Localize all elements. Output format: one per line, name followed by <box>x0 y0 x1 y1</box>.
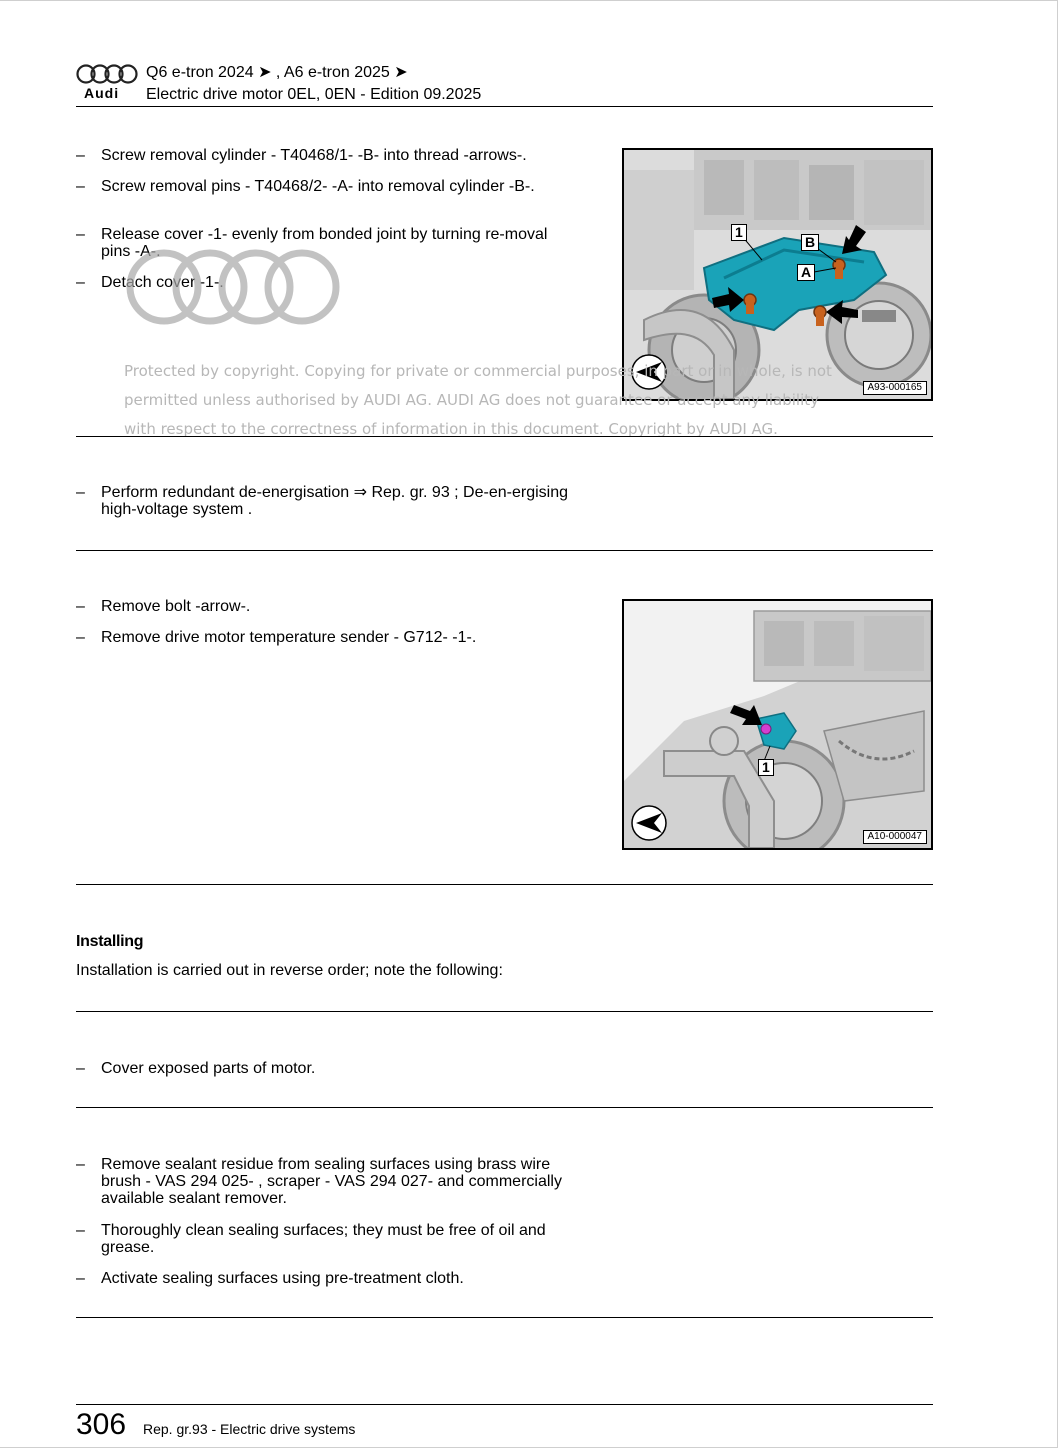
figure-label-1: 1 <box>758 759 774 776</box>
section-rule <box>76 1011 933 1012</box>
section-rule <box>76 436 933 437</box>
footer-rule <box>76 1404 933 1405</box>
temperature-sender-illustration <box>624 601 931 848</box>
audi-wordmark: Audi <box>84 85 120 101</box>
installing-heading: Installing <box>76 933 144 950</box>
audi-logo <box>76 62 138 102</box>
audi-rings-icon <box>76 62 138 86</box>
installing-intro: Installation is carried out in reverse order; note the following: <box>76 962 503 979</box>
figure-label-b: B <box>801 234 819 251</box>
section-rule <box>76 550 933 551</box>
watermark-rings-icon <box>122 245 352 329</box>
footer-chapter: Rep. gr.93 - Electric drive systems <box>143 1421 356 1437</box>
figure-temperature-sender <box>622 599 933 850</box>
figure-code: A93-000165 <box>863 381 928 395</box>
section-rule <box>76 884 933 885</box>
page-number: 306 <box>76 1408 127 1441</box>
header-model-line: Q6 e-tron 2024 ➤ , A6 e-tron 2025 ➤ <box>146 64 408 81</box>
header-title-line: Electric drive motor 0EL, 0EN - Edition 09.2025 <box>146 86 482 103</box>
header-rule <box>76 106 933 107</box>
section-rule <box>76 1107 933 1108</box>
watermark-text: permitted unless authorised by AUDI AG. AUDI AG does not guarantee or accept any liability <box>124 391 820 409</box>
figure-label-1: 1 <box>731 224 747 241</box>
watermark-text: with respect to the correctness of information in this document. Copyright by AUDI AG. <box>124 420 778 438</box>
figure-label-a: A <box>797 264 815 281</box>
watermark-text: Protected by copyright. Copying for private or commercial purposes, in part or in whole, is not <box>124 362 832 380</box>
figure-code: A10-000047 <box>863 830 928 844</box>
section-rule <box>76 1317 933 1318</box>
